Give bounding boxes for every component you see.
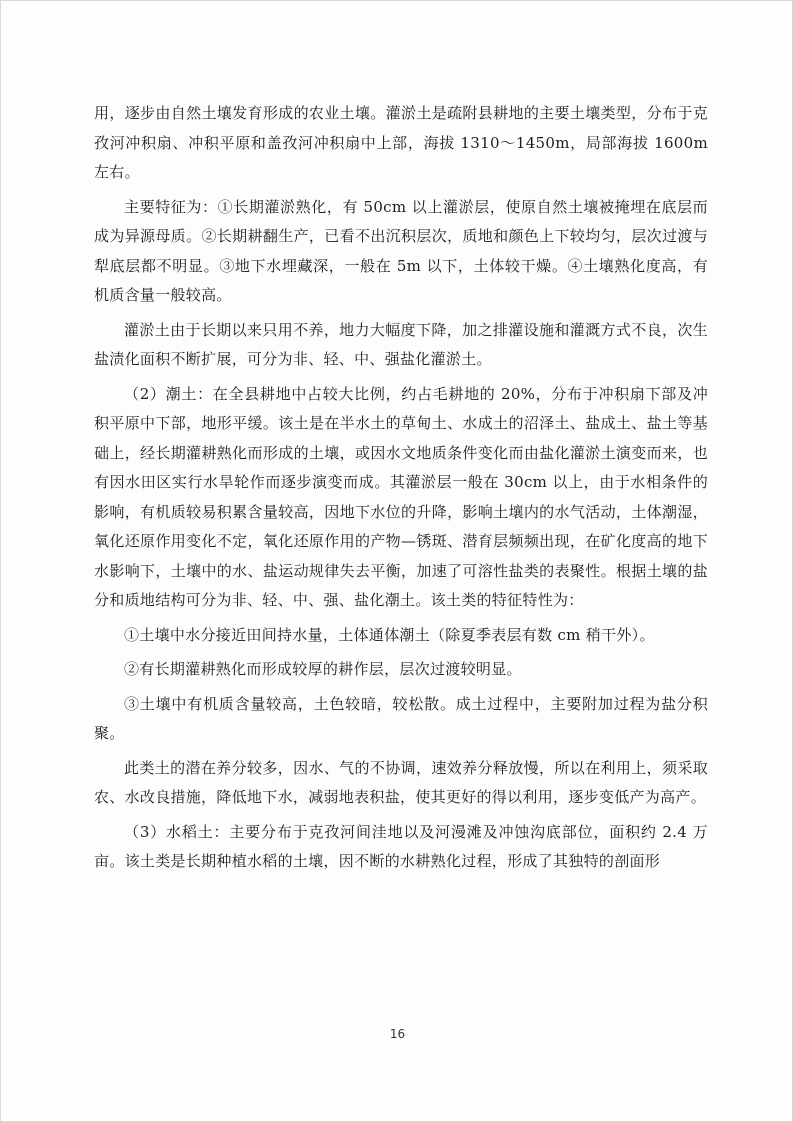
paragraph-chao-soil: （2）潮土：在全县耕地中占较大比例，约占毛耕地的 20%，分布于冲积扇下部及冲积平原中下部，地形平缓。该土是在半水土的草甸土、水成土的沼泽土、盐成土、盐土等基础上，经长期灌耕熟化而形成的土壤，或因水文地质条件变化而由盐化灌淤土演变而来，也有因水田区实行水旱轮作而逐步演变而成。其灌淤层一般在 30cm 以上，由于水相条件的影响，有机质较易积累含量较高，因地下水位的升降，影响土壤内的水气活动，土体潮湿，氧化还原作用变化不定，氧化还原作用的产物—锈斑、潜育层频频出现，在矿化度高的地下水影响下，土壤中的水、盐运动规律失去平衡，加速了可溶性盐类的表聚性。根据土壤的盐分和质地结构可分为非、轻、中、强、盐化潮土。该土类的特征特性为： [94, 384, 708, 609]
paragraph-features: 主要特征为：①长期灌淤熟化，有 50cm 以上灌淤层，使原自然土壤被掩埋在底层而成为异源母质。②长期耕翻生产，已看不出沉积层次，质地和颜色上下较均匀，层次过渡与犁底层都不明显。③地下水埋藏深，一般在 5m 以下，土体较干燥。④土壤熟化度高，有机质含量一般较高。 [94, 197, 708, 304]
paragraph-chao-use: 此类土的潜在养分较多，因水、气的不协调，速效养分释放慢，所以在利用上，须采取农、水改良措施，降低地下水，减弱地表积盐，使其更好的得以利用，逐步变低产为高产。 [94, 758, 708, 806]
paragraph-paddy-soil: （3）水稻土：主要分布于克孜河间洼地以及河漫滩及冲蚀沟底部位，面积约 2.4 万亩。该土类是长期种植水稻的土壤，因不断的水耕熟化过程，形成了其独特的剖面形 [94, 822, 708, 870]
paragraph-degradation: 灌淤土由于长期以来只用不养，地力大幅度下降，加之排灌设施和灌溉方式不良，次生盐渍化面积不断扩展，可分为非、轻、中、强盐化灌淤土。 [94, 320, 708, 368]
body-text [94, 99, 708, 882]
page-number: 16 [389, 1027, 406, 1041]
paragraph-chao-feature-2: ②有长期灌耕熟化而形成较厚的耕作层，层次过渡较明显。 [124, 660, 522, 678]
paragraph-chao-feature-3: ③土壤中有机质含量较高，土色较暗，较松散。成土过程中，主要附加过程为盐分积聚。 [94, 694, 708, 742]
paragraph-chao-feature-1: ①土壤中水分接近田间持水量，土体通体潮土（除夏季表层有数 cm 稍干外）。 [124, 625, 655, 644]
paragraph-intro: 用，逐步由自然土壤发育形成的农业土壤。灌淤土是疏附县耕地的主要土壤类型，分布于克孜河冲积扇、冲积平原和盖孜河冲积扇中上部，海拔 1310～1450m，局部海拔 1600m 左右。 [94, 104, 708, 181]
